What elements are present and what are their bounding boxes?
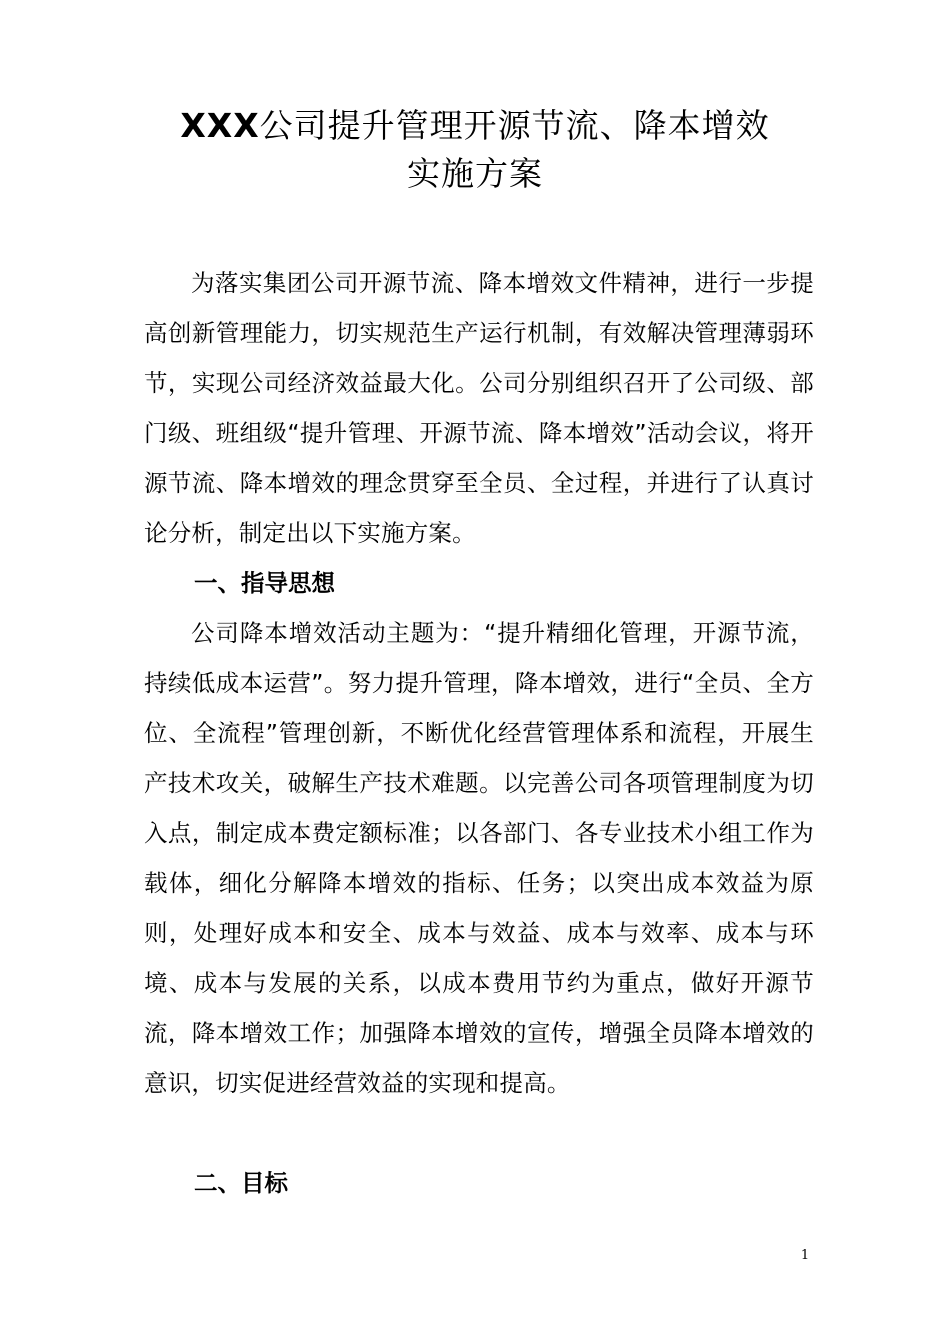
document-title-line-1 — [0, 106, 950, 146]
section-heading-goals: 二、目标 — [194, 1169, 288, 1197]
document-title-line-2: 实施方案 — [407, 154, 543, 193]
title-text: 公司提升管理开源节流、降本增效 — [259, 106, 770, 145]
page-number: 1 — [800, 1248, 810, 1263]
intro-paragraph: 为落实集团公司开源节流、降本增效文件精神，进行一步提高创新管理能力，切实规范生产运行机制，有效解决管理薄弱环节，实现公司经济效益最大化。公司分别组织召开了公司级、部门级、班组级“提升管理、开源节流、降本增效”活动会议，将开源节流、降本增效的理念贯穿至全员、全过程，并进行了认真讨论分析，制定出以下实施方案。 — [144, 269, 814, 547]
company-placeholder: XXX — [180, 106, 260, 145]
section-heading-guiding-ideology: 一、指导思想 — [194, 569, 335, 597]
guiding-ideology-paragraph: 公司降本增效活动主题为：“提升精细化管理，开源节流，持续低成本运营”。努力提升管理，降本增效，进行“全员、全方位、全流程”管理创新，不断优化经营管理体系和流程，开展生产技术攻关，破解生产技术难题。以完善公司各项管理制度为切入点，制定成本费定额标准；以各部门、各专业技术小组工作为载体，细化分解降本增效的指标、任务；以突出成本效益为原则，处理好成本和安全、成本与效益、成本与效率、成本与环境、成本与发展的关系，以成本费用节约为重点，做好开源节流，降本增效工作；加强降本增效的宣传，增强全员降本增效的意识，切实促进经营效益的实现和提高。 — [144, 619, 814, 1097]
